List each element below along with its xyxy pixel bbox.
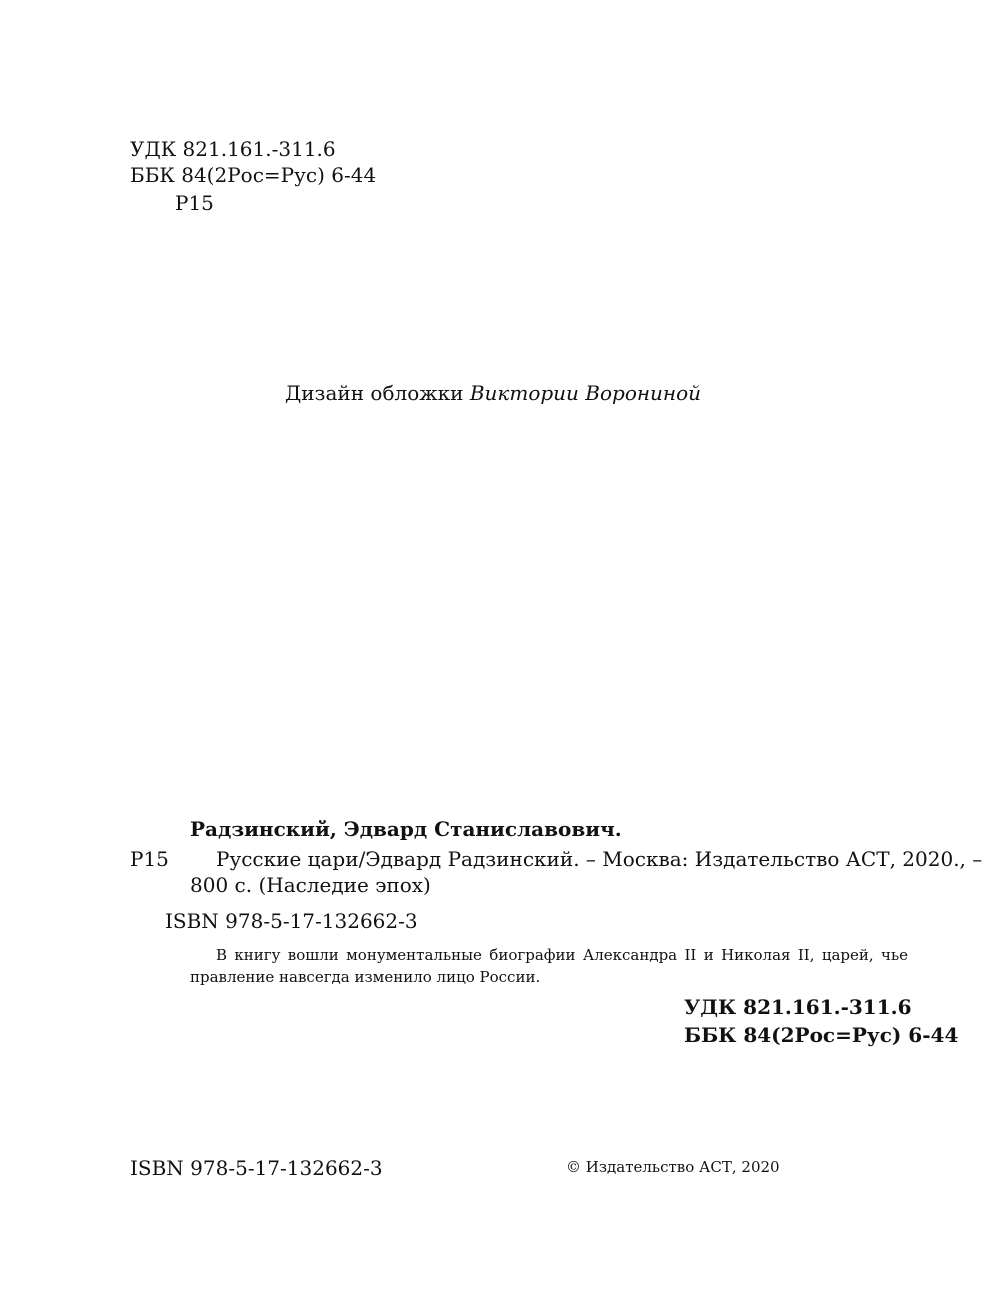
bibliographic-description-line-2: 800 с. (Наследие эпох) [190, 873, 431, 897]
bbk-code-bottom: ББК 84(2Рос=Рус) 6-44 [684, 1023, 959, 1047]
author-sign-entry: Р15 [130, 847, 169, 871]
bibliographic-description-line-1: Русские цари/Эдвард Радзинский. – Москва: Издательство АСТ, 2020., – [216, 847, 983, 871]
author-sign-top: Р15 [175, 191, 214, 215]
annotation-text: В книгу вошли монументальные биографии Александра II и Николая II, царей, чье правление навсегда изменило лицо России. [190, 946, 908, 986]
design-credit-prefix: Дизайн обложки [284, 381, 464, 405]
udk-code-top: УДК 821.161.-311.6 [130, 137, 336, 161]
isbn-footer: ISBN 978-5-17-132662-3 [130, 1156, 383, 1180]
isbn-entry: ISBN 978-5-17-132662-3 [165, 909, 418, 933]
udk-code-bottom: УДК 821.161.-311.6 [684, 995, 912, 1019]
cover-design-credit [0, 380, 986, 406]
author-heading: Радзинский, Эдвард Станиславович. [190, 817, 622, 841]
designer-name: Виктории Ворониной [469, 381, 702, 405]
bbk-code-top: ББК 84(2Рос=Рус) 6-44 [130, 163, 377, 187]
copyright-notice: © Издательство АСТ, 2020 [566, 1158, 780, 1176]
